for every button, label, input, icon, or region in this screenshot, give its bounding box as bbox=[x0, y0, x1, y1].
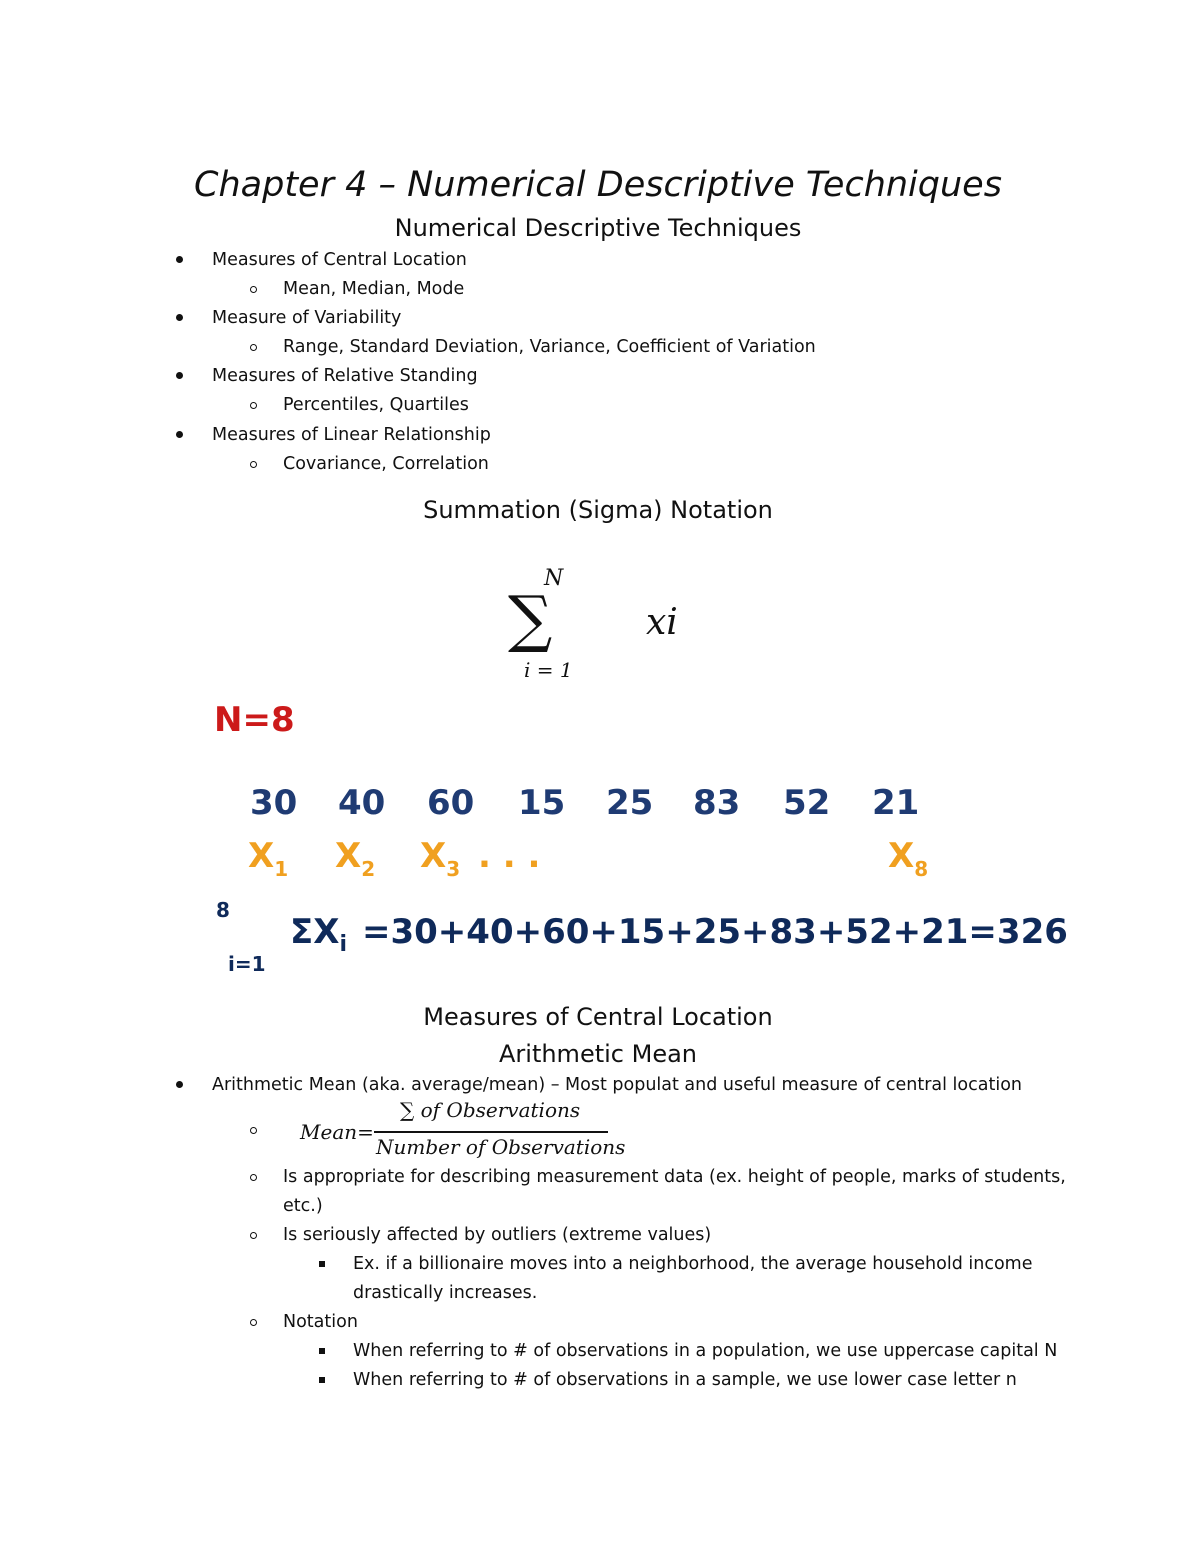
value-item: 52 bbox=[783, 783, 831, 823]
sub-bullet-icon bbox=[250, 1127, 257, 1134]
value-item: 15 bbox=[518, 783, 566, 823]
sub-bullet-icon bbox=[250, 402, 257, 409]
list-subsubitem: When referring to # of observations in a sample, we use lower case letter n bbox=[353, 1370, 1017, 1390]
sub-bullet-icon bbox=[250, 1174, 257, 1181]
sub-bullet-icon bbox=[250, 461, 257, 468]
formula-numerator: ∑ of Observations bbox=[400, 1098, 581, 1122]
list-subitem: Covariance, Correlation bbox=[283, 454, 489, 474]
list-item: Measures of Central Location bbox=[212, 250, 467, 270]
bullet-icon bbox=[176, 372, 183, 379]
list-item: Measure of Variability bbox=[212, 308, 402, 328]
formula-denominator: Number of Observations bbox=[376, 1135, 626, 1159]
list-subitem-continued: etc.) bbox=[283, 1196, 323, 1216]
sub-bullet-icon bbox=[250, 1319, 257, 1326]
bullet-icon bbox=[176, 431, 183, 438]
list-subitem: Percentiles, Quartiles bbox=[283, 395, 469, 415]
value-item: 25 bbox=[606, 783, 654, 823]
value-item: 40 bbox=[338, 783, 386, 823]
sigma-symbol: ∑ bbox=[508, 582, 553, 655]
square-bullet-icon bbox=[319, 1261, 325, 1267]
bullet-icon bbox=[176, 314, 183, 321]
list-item: Measures of Linear Relationship bbox=[212, 425, 491, 445]
value-item: 83 bbox=[693, 783, 741, 823]
n-label: N=8 bbox=[214, 700, 295, 740]
value-item: 60 bbox=[427, 783, 475, 823]
sum-expression: =30+40+60+15+25+83+52+21=326 bbox=[362, 912, 1068, 952]
x-label: $X_1$ bbox=[248, 836, 289, 881]
x-label: $X_8$ bbox=[888, 836, 929, 881]
formula-lhs: Mean= bbox=[300, 1120, 374, 1144]
sum-symbol: $\Sigma X_i$ bbox=[290, 912, 347, 957]
list-subsubitem: When referring to # of observations in a population, we use uppercase capital N bbox=[353, 1341, 1058, 1361]
list-item: Arithmetic Mean (aka. average/mean) – Most populat and useful measure of central location bbox=[212, 1075, 1022, 1095]
value-item: 21 bbox=[872, 783, 920, 823]
sum-upper-limit: 8 bbox=[216, 898, 230, 922]
sub-bullet-icon bbox=[250, 344, 257, 351]
sub-bullet-icon bbox=[250, 286, 257, 293]
bullet-icon bbox=[176, 1081, 183, 1088]
value-item: 30 bbox=[250, 783, 298, 823]
list-item: Measures of Relative Standing bbox=[212, 366, 478, 386]
list-subsubitem-continued: drastically increases. bbox=[353, 1283, 538, 1303]
list-subitem: Notation bbox=[283, 1312, 358, 1332]
section-heading-central-location: Measures of Central Location bbox=[423, 1003, 773, 1031]
section-heading-techniques: Numerical Descriptive Techniques bbox=[394, 214, 802, 242]
sub-bullet-icon bbox=[250, 1232, 257, 1239]
bullet-icon bbox=[176, 256, 183, 263]
x-label: $X_3$ bbox=[420, 836, 461, 881]
ellipsis: . . . bbox=[478, 836, 541, 876]
sum-lower-limit: i=1 bbox=[228, 952, 266, 976]
square-bullet-icon bbox=[319, 1348, 325, 1354]
sigma-lower-limit: i = 1 bbox=[524, 658, 573, 682]
sigma-upper-limit: N bbox=[544, 566, 564, 591]
list-subitem: Mean, Median, Mode bbox=[283, 279, 465, 299]
x-label: $X_2$ bbox=[335, 836, 376, 881]
fraction-bar bbox=[374, 1131, 608, 1133]
square-bullet-icon bbox=[319, 1377, 325, 1383]
list-subitem: Is appropriate for describing measurement data (ex. height of people, marks of students, bbox=[283, 1167, 1066, 1187]
list-subitem: Is seriously affected by outliers (extreme values) bbox=[283, 1225, 712, 1245]
list-subsubitem: Ex. if a billionaire moves into a neighborhood, the average household income bbox=[353, 1254, 1033, 1274]
sigma-term: xi bbox=[646, 602, 678, 643]
section-heading-sigma: Summation (Sigma) Notation bbox=[423, 496, 773, 524]
page-title: Chapter 4 – Numerical Descriptive Techniques bbox=[194, 165, 1002, 205]
list-subitem: Range, Standard Deviation, Variance, Coefficient of Variation bbox=[283, 337, 816, 357]
subheading-arithmetic-mean: Arithmetic Mean bbox=[498, 1040, 697, 1068]
